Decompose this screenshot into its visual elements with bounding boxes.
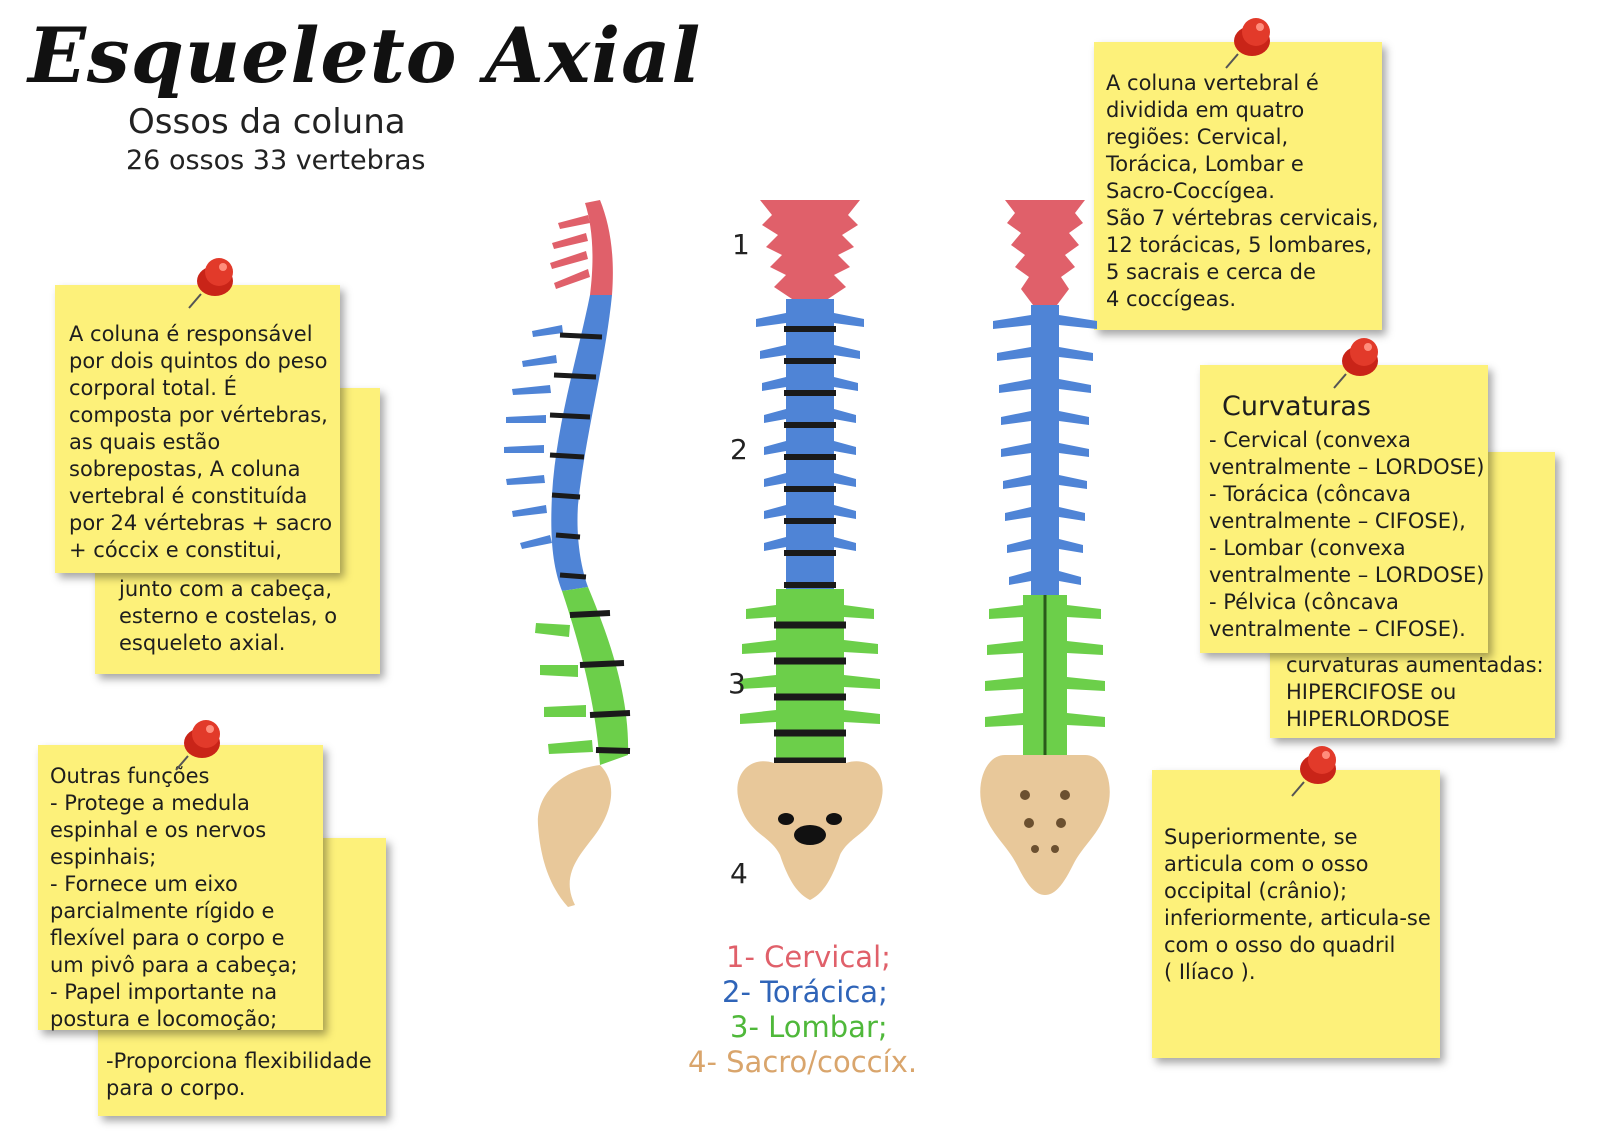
note-curvatures-title: Curvaturas xyxy=(1222,391,1372,422)
page-title: Esqueleto Axial xyxy=(28,11,702,100)
note-functions-bottom-text: -Proporciona flexibilidade para o corpo. xyxy=(106,1049,372,1100)
spine-lateral-view xyxy=(500,195,650,915)
pushpin-icon xyxy=(172,712,232,772)
spine-anterior-view xyxy=(730,195,890,915)
legend-lombar: 3- Lombar; xyxy=(730,1010,888,1044)
legend-sacro: 4- Sacro/coccíx. xyxy=(688,1045,918,1079)
note-weight-top-text: A coluna é responsável por dois quintos do peso corporal total. É composta por vértebras, as quais estão sobrepostas, A coluna vertebral é constituída por 24 vértebras + sacro + cóccix e constitui, xyxy=(69,322,333,562)
legend-cervical: 1- Cervical; xyxy=(726,940,891,974)
bone-count: 26 ossos 33 vertebras xyxy=(126,145,426,176)
note-regions xyxy=(1094,42,1382,330)
note-articulation-text: Superiormente, se articula com o osso occipital (crânio); inferiormente, articula-se com o osso do quadril ( Ilíaco ). xyxy=(1164,825,1431,984)
note-weight-top xyxy=(55,285,340,573)
region-number-1: 1 xyxy=(732,228,750,261)
pushpin-icon xyxy=(1288,738,1348,798)
note-functions-top xyxy=(38,745,323,1030)
pushpin-icon xyxy=(185,250,245,310)
note-weight-bottom-text: junto com a cabeça, esterno e costelas, o esqueleto axial. xyxy=(119,577,338,655)
spine-posterior-view xyxy=(965,195,1125,915)
pushpin-icon xyxy=(1222,10,1282,70)
region-number-4: 4 xyxy=(730,857,748,890)
region-number-2: 2 xyxy=(730,433,748,466)
page-subtitle: Ossos da coluna xyxy=(128,102,406,142)
legend-toracica: 2- Torácica; xyxy=(722,975,888,1009)
note-curvatures-list: - Cervical (convexa ventralmente – LORDOSE) - Torácica (côncava ventralmente – CIFOSE), - Lombar (convexa ventralmente – LORDOSE) - Pélvica (côncava ventralmente – CIFOSE). xyxy=(1209,428,1485,641)
note-curvatures-extra-text: curvaturas aumentadas: HIPERCIFOSE ou HIPERLORDOSE xyxy=(1286,653,1544,731)
note-curvatures xyxy=(1200,365,1488,653)
note-articulation xyxy=(1152,770,1440,1058)
region-number-3: 3 xyxy=(728,667,746,700)
note-functions-top-text: Outras funções - Protege a medula espinhal e os nervos espinhais; - Fornece um eixo parcialmente rígido e flexível para o corpo e um pivô para a cabeça; - Papel importante na postura e locomoção; xyxy=(50,764,298,1031)
pushpin-icon xyxy=(1330,330,1390,390)
note-regions-text: A coluna vertebral é dividida em quatro regiões: Cervical, Torácica, Lombar e Sacro-Coccígea. São 7 vértebras cervicais, 12 torácicas, 5 lombares, 5 sacrais e cerca de 4 coccígeas. xyxy=(1106,71,1379,311)
